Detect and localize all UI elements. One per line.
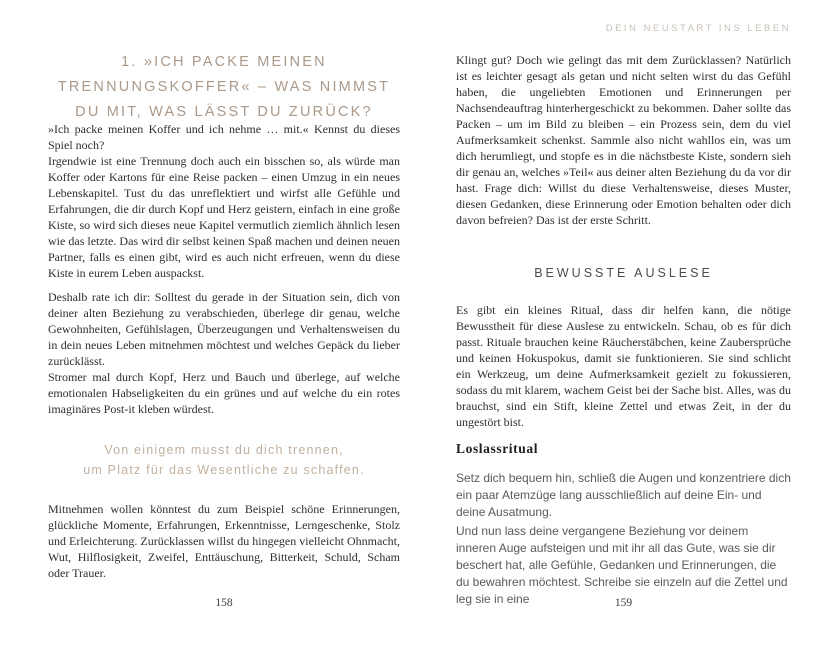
- chapter-title: [48, 50, 400, 125]
- chapter-title-line: TRENNUNGSKOFFER« – WAS NIMMST: [57, 79, 391, 95]
- ritual-paragraph: Und nun lass deine vergangene Beziehung vor deinem inneren Auge aufsteigen und mit ihr all das Gute, was sie dir beschert hat, alle Gefühle, Gedanken und Erinnerungen, die du bewahren möchtest. Schreibe sie einzeln auf die Zettel und leg sie in eine: [456, 524, 788, 606]
- body-paragraph: Deshalb rate ich dir: Solltest du gerade in der Situation sein, dich von deiner alten Beziehung zu verabschieden, überlege dir genau, welche Gewohnheiten, Gefühlslagen, Überzeugungen und Verhaltensweisen du in dein neues Leben mitnehmen möchtest und welches Gepäck du lieber zurücklässt.: [48, 290, 400, 368]
- chapter-title-line: DU MIT, WAS LÄSST DU ZURÜCK?: [75, 104, 373, 120]
- body-paragraph: Irgendwie ist eine Trennung doch auch ein bisschen so, als würde man Koffer oder Kartons für eine Reise packen – einen Umzug in ein neues Lebenskapitel. Tust du das unreflektiert und wirfst alle Gefühle und Erfahrungen, die dir durch Kopf und Herz geistern, einfach in eine große Kiste, so wird sich dieses neue Kapitel vermutlich ziemlich ähnlich lesen wie das letzte. Das wird dir selbst keinen Spaß machen und deinen neuen Partner, falls es einen gibt, wird es auch nicht erfreuen, wenn du diese Kiste in eurem Leben auspackst.: [48, 154, 400, 280]
- ritual-paragraph: Setz dich bequem hin, schließ die Augen und konzentriere dich ein paar Atemzüge lang ausschließlich auf deine Ein- und deine Ausatmung.: [456, 471, 791, 519]
- body-paragraph: Es gibt ein kleines Ritual, dass dir helfen kann, die nötige Bewusstheit für diese Auslese zu entwickeln. Schau, ob es für dich passt. Rituale brauchen keine Räucherstäbchen, keine Zaubersprüche und keinen Hokuspokus, damit sie funktionieren. Sie sind schlicht ein Werkzeug, um deine Aufmerksamkeit gezielt zu fokussieren, sodass du mit klarem, wachem Geist bei der Sache bist. Alles, was du brauchst, sind ein Stift, kleine Zettel und etwas Zeit, in der du ungestört bist.: [456, 303, 791, 429]
- running-header: DEIN NEUSTART INS LEBEN: [605, 23, 791, 34]
- body-paragraph: Stromer mal durch Kopf, Herz und Bauch und überlege, auf welche emotionalen Habseligkeiten du ein grünes und auf welche du ein rotes imaginäres Post-it kleben würdest.: [48, 370, 400, 416]
- page-number-left: 158: [215, 597, 233, 609]
- left-page: [48, 0, 400, 648]
- page-number-right: 159: [614, 597, 633, 609]
- body-paragraph: »Ich packe meinen Koffer und ich nehme … mit.« Kennst du dieses Spiel noch?: [48, 122, 400, 152]
- pull-quote-line: Von einigem musst du dich trennen,: [104, 443, 344, 457]
- body-paragraph: Mitnehmen wollen könntest du zum Beispiel schöne Erinnerungen, glückliche Momente, Erfahrungen, Erkenntnisse, Lerngeschenke, Stolz und Erleichterung. Zurücklassen willst du hingegen vielleicht Ohnmacht, Wut, Hilflosigkeit, Zweifel, Enttäuschung, Bitterkeit, Schuld, Scham oder Trauer.: [48, 502, 400, 580]
- body-paragraph: Klingt gut? Doch wie gelingt das mit dem Zurücklassen? Natürlich ist es leichter gesagt als getan und nicht selten wirst du das Gefühl haben, die ungeliebten Emotionen und Erinnerungen per Nachsendeauftrag hinterhergeschickt zu bekommen. Daher sollte das Packen – um im Bild zu bleiben – ein Prozess sein, dem du viel Aufmerksamkeit schenkst. Sammle also nicht wahllos ein, was um dich herumliegt, und stopfe es in die nächstbeste Kiste, sondern sieh dir genau an, welches »Teil« aus deiner alten Beziehung du da vor dir hast. Frage dich: Willst du diese Verhaltensweise, dieses Muster, diesen Gedanken, diese Erinnerung oder Emotion behalten oder dich davon befreien? Das ist der erste Schritt.: [456, 53, 791, 227]
- pull-quote: [48, 440, 400, 480]
- right-page: [456, 0, 791, 648]
- chapter-title-line: 1. »ICH PACKE MEINEN: [121, 54, 327, 70]
- pull-quote-line: um Platz für das Wesentliche zu schaffen.: [83, 463, 365, 477]
- subsection-heading: Loslassritual: [456, 441, 539, 456]
- section-heading: BEWUSSTE AUSLESE: [534, 266, 713, 280]
